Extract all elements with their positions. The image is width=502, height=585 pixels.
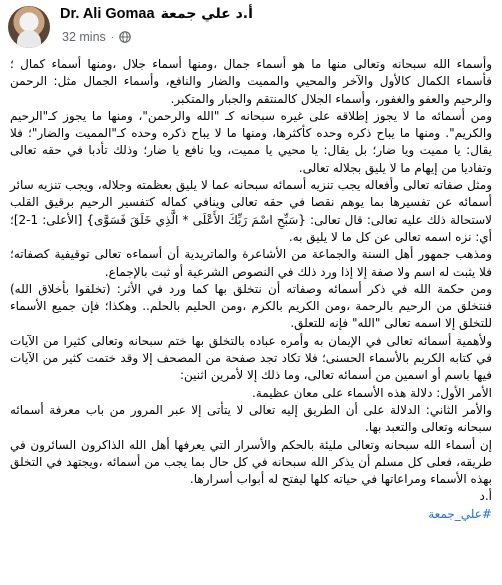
post-paragraph-6: ولأهمية أسمائه تعالى في الإيمان به وأمره عباده بالتخلق بها ختم سبحانه وتعالى كثيرا من الآيات في كتابه الكريم بالأسماء الحسنى؛ فلا تكاد تجد صفحة من المصحف إلا وقد ختمت كثير من الآيات فيها باسم أو اسمين من أسمائه تعالى، وما ذلك إلا لأمرين اثنين: [10,333,492,383]
author-name-english[interactable]: Dr. Ali Gomaa [60,6,155,22]
post-signature: أ.د [479,489,492,504]
post-paragraph-1: وأسماء الله سبحانه وتعالى منها ما هو أسماء جمال ،ومنها أسماء جلال ،ومنها أسماء كمال ؛ فأسماء الكمال كالأول والآخر والمحيي والمميت والضار والنافع، وأسماء الجمال مثل: الرحمن والرحيم والعفو والغفور، وأسماء الجلال كالمنتقم والجبار والمتكبر. [10,57,492,106]
post-header [0,0,502,56]
post-paragraph-7: الأمر الأول: دلالة هذه الأسماء على معان عظيمة. [252,385,492,400]
hashtag-link[interactable]: #علي_جمعة [428,506,492,521]
author-avatar[interactable] [8,6,50,48]
post-paragraph-2: ومن أسمائه ما لا يجوز إطلاقه على غيره سبحانه كـ "الله والرحمن"، ومنها ما يجوز كـ"الرحيم والكريم". ومنها ما يباح ذكره وحده كأكثرها، ومنها ما لا يباح ذكره وحده كـ"المميت والضار"؛ فلا يقال: يا مميت ويا ضار؛ بل يقال: يا محيي يا مميت، ويا نافع يا ضار؛ وذلك تأدبا في حقه تعالى وتفاديا من إيهام ما لا يليق بجلاله تعالى. [10,108,492,175]
author-names [60,6,253,22]
globe-icon [119,31,131,43]
post-meta [62,30,131,44]
post-paragraph-5: ومن حكمة الله في ذكر أسمائه وصفاته أن نتخلق بها كما ورد في الأثر: (تخلقوا بأخلاق الله) فنتخلق من الرحيم بالرحمة ،ومن الكريم بالكرم ،ومن الحليم بالحلم.. وهكذا؛ فإن جميع الأسماء للتخلق إلا اسمه تعالى "الله" فإنه للتعلق. [10,281,492,331]
post-time[interactable]: 32 mins [62,30,106,44]
post-body [0,56,502,523]
author-name-arabic[interactable]: أ.د علي جمعة [160,6,253,22]
post-paragraph-3: ومثل صفاته تعالى وأفعاله يجب تنزيه أسمائه سبحانه عما لا يليق بعظمته وجلاله، ويجب تنزيه سائر أسمائه عن تفسيرها بما يوهم نقصا في حقه تعالى وينافي كماله كتفسير الرحيم برقيق القلب لاستحالة ذلك عليه تعالى: قال تعالى: {سَبِّحِ اسْمَ رَبِّكَ الأَعْلَى * الَّذِي خَلَقَ فَسَوَّى} [الأعلى: 1-2]؛ أي: نزه اسمه تعالى عن كل ما لا يليق به. [10,178,492,244]
post-paragraph-4: ومذهب جمهور أهل السنة والجماعة من الأشاعرة والماتريدية أن أسماءه تعالى توقيفية كصفاته؛ فلا يثبت له اسم ولا صفة إلا إذا ورد ذلك في النصوص الشرعية أو ثبت بالإجماع. [10,247,492,279]
meta-separator: · [110,31,115,43]
post-paragraph-8: والأمر الثاني: الدلالة على أن الطريق إليه تعالى لا يتأتى إلا عبر المرور من باب معرفة أسمائه سبحانه وتعالى والتعبد بها. [10,402,492,435]
post-paragraph-9: إن أسماء الله سبحانه وتعالى مليئة بالحكم والأسرار التي يعرفها أهل الله الذاكرون السائرون في طريقه، فعلى كل مسلم أن يذكر الله سبحانه في كل حال بما يجب من أسمائه ،ويجتهد في التخلق بهذه الأسماء ومراعاتها في حياته كلها ليفتح له أبواب أسرارها. [10,437,492,487]
